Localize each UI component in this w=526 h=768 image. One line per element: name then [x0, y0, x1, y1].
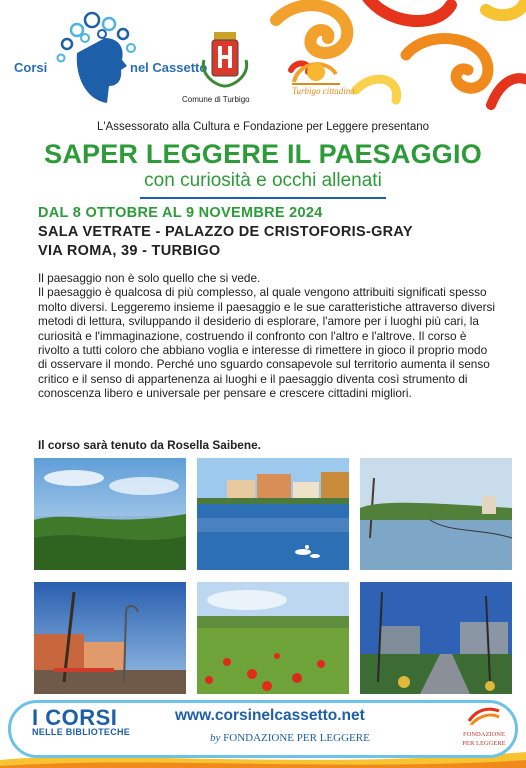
course-address: VIA ROMA, 39 - TURBIGO: [38, 243, 221, 259]
sun-icon: [286, 52, 346, 88]
logo-word-cassetto: nel Cassetto: [130, 60, 208, 75]
description: [38, 271, 498, 401]
photo-lake-houses: [197, 458, 349, 570]
page-subtitle: con curiosità e occhi allenati: [144, 170, 382, 191]
head-swirl-icon: [47, 8, 147, 108]
i-corsi-logo: [32, 705, 130, 737]
decorative-swirls: [236, 0, 526, 115]
page-title: SAPER LEGGERE IL PAESAGGIO: [44, 139, 482, 169]
photo-coast-landscape: [34, 458, 186, 570]
intro-line: L'Assessorato alla Cultura e Fondazione per Leggere presentano: [96, 121, 430, 133]
i-corsi-subtitle: NELLE BIBLIOTECHE: [32, 727, 131, 737]
by-organization: FONDAZIONE PER LEGGERE: [223, 732, 370, 744]
photo-poppy-field: [197, 582, 349, 694]
comune-label: Comune di Turbigo: [182, 95, 250, 104]
crest-icon: [196, 30, 254, 90]
photo-town-lamp: [34, 582, 186, 694]
website-link[interactable]: www.corsinelcassetto.net: [175, 707, 365, 724]
turbigo-crest: [196, 30, 254, 94]
teacher-line: Il corso sarà tenuto da Rosella Saibene.: [38, 438, 261, 452]
subtitle-underline: [140, 197, 386, 199]
i-corsi-title: I CORSI: [32, 705, 118, 730]
photo-river-trees: [360, 458, 512, 570]
fondazione-swoosh-icon: [467, 703, 501, 725]
header: [0, 0, 526, 115]
description-paragraph: Il paesaggio è qualcosa di più complesso, al quale vengono attribuiti significati spesso molto diversi. Leggeremo insieme il paesaggio e le sue caratteristiche attraverso diversi metodi di lettura, sviluppando il desiderio di esplorare, l'amore per i luoghi più cari, la curiosità e l'immaginazione, costruendo il confronto con l'altro e l'altrove. Il corso è rivolto a tutti coloro che abbiano voglia e interesse di rimettere in gioco il proprio modo di osservare il mondo. Perché uno sguardo consapevole sul territorio aumenta il senso critico e il senso di appartenenza ai luoghi e il paesaggio diventa così strumento di conoscenza libero e universale per pensare e crescere cittadini migliori.: [38, 285, 496, 401]
by-word: by: [210, 732, 221, 744]
by-fondazione: [210, 732, 370, 744]
description-line-1: Il paesaggio non è solo quello che si vede.: [38, 271, 261, 285]
course-dates: DAL 8 OTTOBRE AL 9 NOVEMBRE 2024: [38, 205, 323, 221]
corsi-nel-cassetto-logo: [12, 8, 208, 108]
turbigo-cittadina-label: Turbigo cittadina: [292, 86, 355, 96]
fondazione-line-2: PER LEGGERE: [462, 740, 506, 747]
fondazione-line-1: FONDAZIONE: [463, 731, 505, 738]
logo-word-corsi: Corsi: [14, 60, 48, 75]
photo-city-path: [360, 582, 512, 694]
fondazione-logo: [462, 703, 506, 747]
course-venue: SALA VETRATE - PALAZZO DE CRISTOFORIS-GRAY: [38, 224, 413, 240]
